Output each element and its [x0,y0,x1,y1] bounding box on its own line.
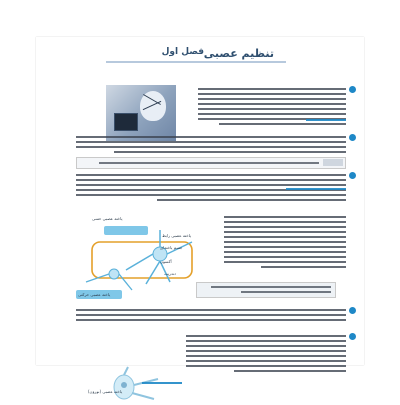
paragraph-2 [76,133,346,156]
section-marker-icon [349,307,356,314]
section-marker-icon [349,86,356,93]
highlight [306,119,346,121]
label-motor: یاخته عصبی حرکتی [78,292,111,297]
label-sensory: یاخته عصبی حسی [92,216,123,221]
neuron-illustration [110,365,162,405]
paragraph-5 [76,306,346,324]
note-box [76,157,346,169]
figure-caption [196,282,336,298]
highlight [286,188,346,190]
label-axon: آکسون [160,259,172,264]
monitor-graphic [114,113,138,131]
chapter-title: تنظیم عصبی [203,47,274,60]
label-cell-body: جسم یاخته‌ای [160,245,183,250]
paragraph-1 [198,85,346,128]
chapter-label: فصل اول [161,47,204,57]
label-bottom-cell: یاخته عصبی (نورون) [88,389,123,394]
highlight [142,382,182,384]
paragraph-6 [186,332,346,375]
label-interneuron: یاخته عصبی رابط [162,233,192,238]
book-page [36,37,364,394]
paragraph-4 [224,213,346,271]
label-dendrite: دندریت [164,271,176,276]
section-marker-icon [349,333,356,340]
section-marker-icon [349,172,356,179]
header-divider [106,61,286,63]
section-marker-icon [349,134,356,141]
